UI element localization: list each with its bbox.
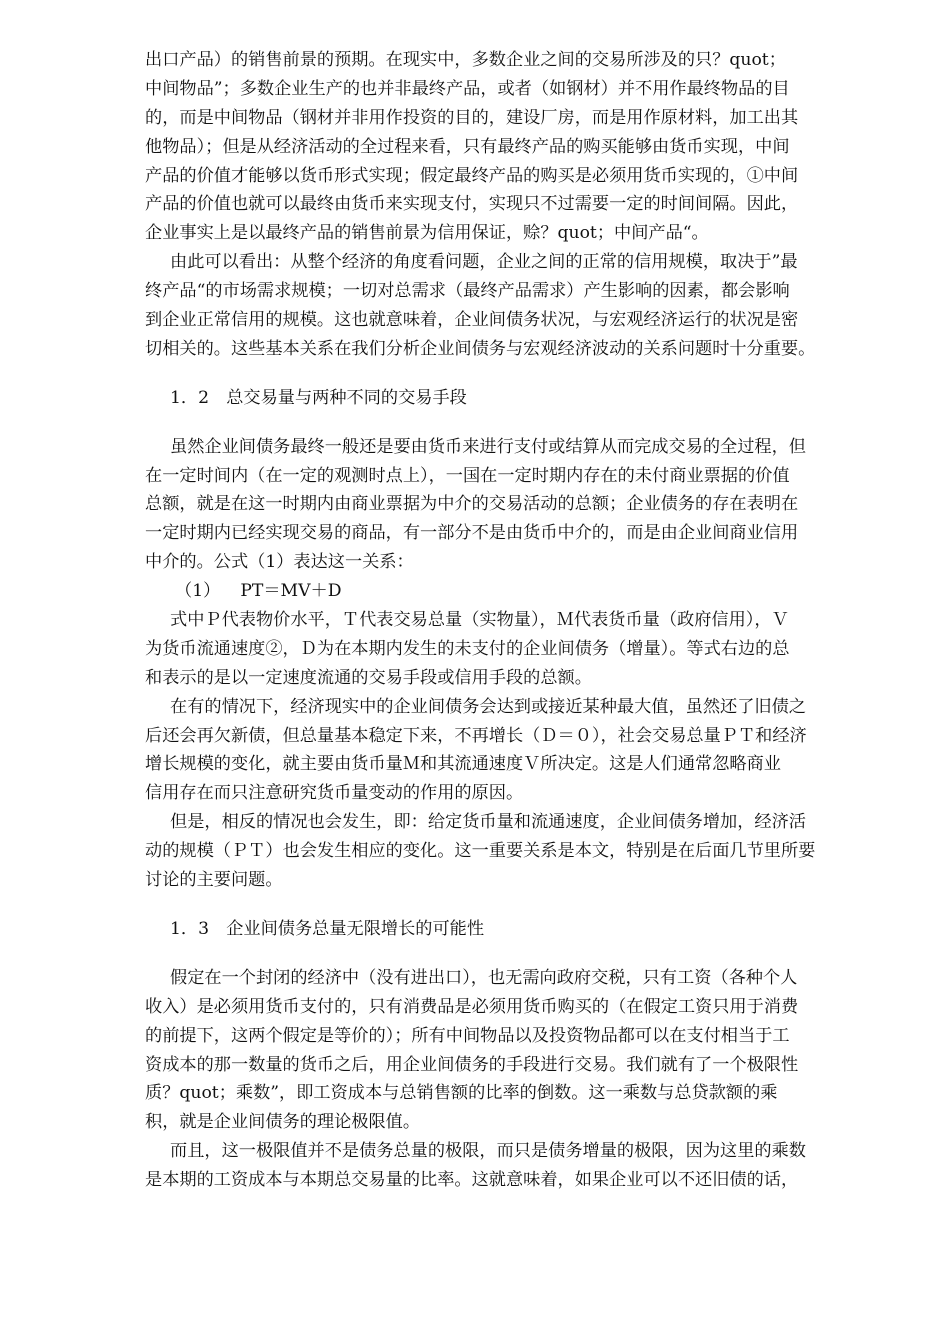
paragraph-8 bbox=[145, 1137, 885, 1195]
text-line: 和表示的是以一定速度流通的交易手段或信用手段的总额。 bbox=[145, 667, 592, 688]
text-line: 到企业正常信用的规模。这也就意味着，企业间债务状况，与宏观经济运行的状况是密 bbox=[145, 310, 799, 331]
paragraph-5 bbox=[145, 693, 885, 809]
text-line: 他物品）；但是从经济活动的全过程来看，只有最终产品的购买能够由货币实现，中间 bbox=[145, 136, 790, 157]
text-line: 积，就是企业间债务的理论极限值。 bbox=[145, 1112, 421, 1133]
formula-1 bbox=[145, 577, 885, 606]
section-heading-1-2: 1．2 总交易量与两种不同的交易手段 bbox=[170, 387, 467, 408]
text-line: 虽然企业间债务最终一般还是要由货币来进行支付或结算从而完成交易的全过程，但 bbox=[170, 436, 806, 457]
text-line: 讨论的主要问题。 bbox=[145, 870, 283, 891]
text-line: 资成本的那一数量的货币之后，用企业间债务的手段进行交易。我们就有了一个极限性 bbox=[145, 1054, 799, 1075]
paragraph-4 bbox=[145, 606, 885, 693]
text-line: 出口产品）的销售前景的预期。在现实中，多数企业之间的交易所涉及的只？quot； bbox=[145, 50, 786, 70]
text-line: 切相关的。这些基本关系在我们分析企业间债务与宏观经济波动的关系问题时十分重要。 bbox=[145, 338, 816, 359]
text-line: 动的规模（ＰＴ）也会发生相应的变化。这一重要关系是本文，特别是在后面几节里所要 bbox=[145, 841, 816, 862]
text-line: 在有的情况下，经济现实中的企业间债务会达到或接近某种最大值，虽然还了旧债之 bbox=[170, 696, 806, 717]
text-line: 由此可以看出：从整个经济的角度看问题，企业之间的正常的信用规模，取决于”最 bbox=[170, 252, 798, 273]
text-line: 假定在一个封闭的经济中（没有进出口），也无需向政府交税，只有工资（各种个人 bbox=[170, 967, 798, 988]
paragraph-1 bbox=[145, 46, 885, 248]
section-heading-1-3: 1．3 企业间债务总量无限增长的可能性 bbox=[170, 918, 485, 939]
paragraph-6 bbox=[145, 808, 885, 895]
formula-expression: PT＝MV＋D bbox=[240, 581, 342, 602]
text-line: 在一定时间内（在一定的观测时点上），一国在一定时期内存在的未付商业票据的价值 bbox=[145, 465, 790, 486]
text-line: 企业事实上是以最终产品的销售前景为信用保证，赊？quot；中间产品“。 bbox=[145, 223, 709, 244]
text-line: 产品的价值才能够以货币形式实现；假定最终产品的购买是必须用货币实现的，①中间 bbox=[145, 165, 799, 186]
text-line: 增长规模的变化，就主要由货币量Ｍ和其流通速度Ｖ所决定。这是人们通常忽略商业 bbox=[145, 754, 781, 775]
text-line: 一定时期内已经实现交易的商品，有一部分不是由货币中介的，而是由企业间商业信用 bbox=[145, 523, 799, 544]
text-line: 中间物品”；多数企业生产的也并非最终产品，或者（如钢材）并不用作最终物品的目 bbox=[145, 78, 790, 99]
text-line: 信用存在而只注意研究货币量变动的作用的原因。 bbox=[145, 783, 524, 804]
document-page bbox=[145, 46, 885, 1195]
text-line: 的，而是中间物品（钢材并非用作投资的目的，建设厂房，而是用作原材料，加工出其 bbox=[145, 107, 799, 128]
text-line: 产品的价值也就可以最终由货币来实现支付，实现只不过需要一定的时间间隔。因此， bbox=[145, 194, 799, 215]
text-line: 式中Ｐ代表物价水平，Ｔ代表交易总量（实物量），Ｍ代表货币量（政府信用），Ｖ bbox=[170, 610, 789, 631]
paragraph-2 bbox=[145, 248, 885, 364]
formula-number: （1） bbox=[175, 581, 221, 602]
text-line: 总额，就是在这一时期内由商业票据为中介的交易活动的总额；企业债务的存在表明在 bbox=[145, 494, 799, 515]
paragraph-3 bbox=[145, 433, 885, 577]
text-line: 为货币流通速度②，Ｄ为在本期内发生的未支付的企业间债务（增量）。等式右边的总 bbox=[145, 638, 790, 659]
text-line: 而且，这一极限值并不是债务总量的极限，而只是债务增量的极限，因为这里的乘数 bbox=[170, 1141, 806, 1162]
text-line: 但是，相反的情况也会发生，即：给定货币量和流通速度，企业间债务增加，经济活 bbox=[170, 812, 806, 833]
text-line: 的前提下，这两个假定是等价的）；所有中间物品以及投资物品都可以在支付相当于工 bbox=[145, 1025, 790, 1046]
text-line: 收入）是必须用货币支付的，只有消费品是必须用货币购买的（在假定工资只用于消费 bbox=[145, 996, 799, 1017]
text-line: 中介的。公式（1）表达这一关系： bbox=[145, 552, 414, 573]
paragraph-7 bbox=[145, 964, 885, 1137]
text-line: 后还会再欠新债，但总量基本稳定下来，不再增长（Ｄ＝０），社会交易总量ＰＴ和经济 bbox=[145, 725, 807, 746]
text-line: 是本期的工资成本与本期总交易量的比率。这就意味着，如果企业可以不还旧债的话， bbox=[145, 1170, 799, 1191]
text-line: 质？quot；乘数”，即工资成本与总销售额的比率的倒数。这一乘数与总贷款额的乘 bbox=[145, 1083, 778, 1104]
text-line: 终产品“的市场需求规模；一切对总需求（最终产品需求）产生影响的因素，都会影响 bbox=[145, 281, 790, 302]
